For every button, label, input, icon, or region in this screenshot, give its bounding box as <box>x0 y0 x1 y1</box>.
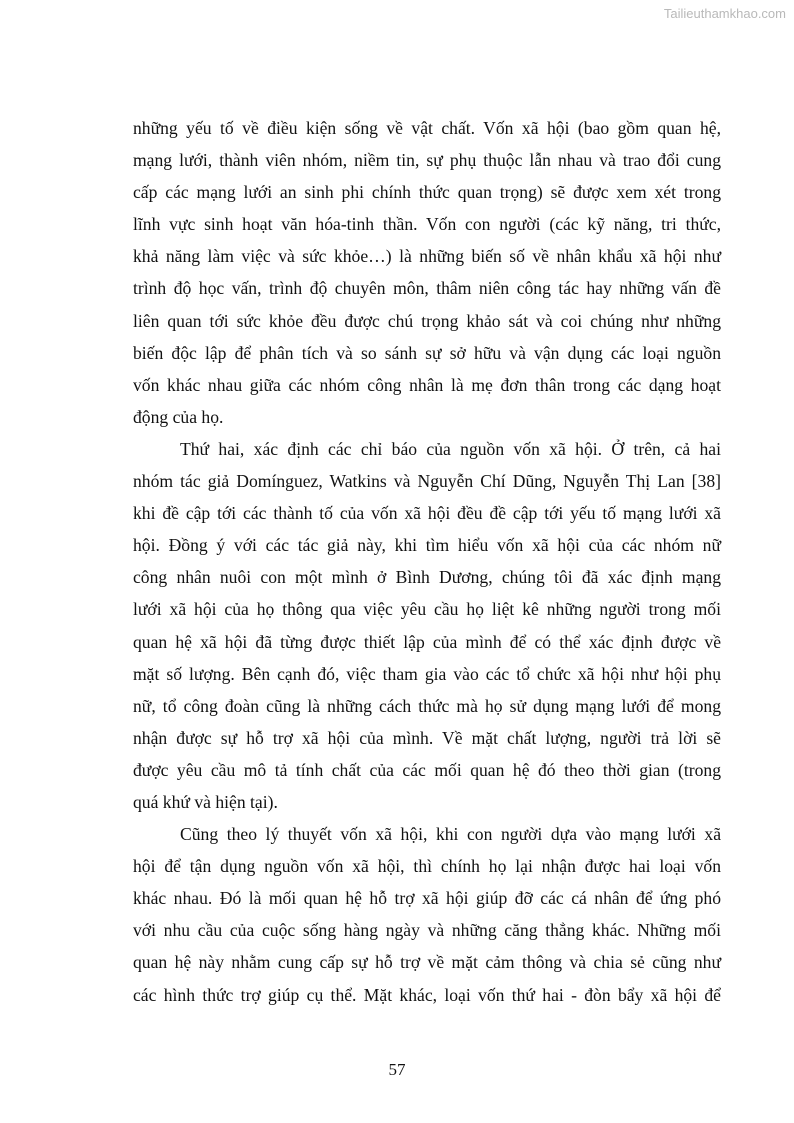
text-line: động của họ. <box>133 406 224 427</box>
text-line: cấp các mạng lưới an sinh phi chính thức quan trọng) sẽ được xem xét trong <box>133 182 721 203</box>
text-line: khác nhau. Đó là mối quan hệ hỗ trợ xã hội giúp đỡ các cá nhân để ứng phó <box>133 888 721 909</box>
document-body <box>133 112 721 1011</box>
text-line: quan hệ này nhằm cung cấp sự hỗ trợ về mặt cảm thông và chia sẻ cũng như <box>133 952 721 973</box>
text-line: biến độc lập để phân tích và so sánh sự sở hữu và vận dụng các loại nguồn <box>133 342 721 363</box>
text-line: lưới xã hội của họ thông qua việc yêu cầu họ liệt kê những người trong mối <box>133 599 721 620</box>
text-line: nhóm tác giả Domínguez, Watkins và Nguyễn Chí Dũng, Nguyễn Thị Lan [38] <box>133 471 721 492</box>
watermark-text: Tailieuthamkhao.com <box>663 6 786 21</box>
text-line: mặt số lượng. Bên cạnh đó, việc tham gia vào các tổ chức xã hội như hội phụ <box>133 663 721 684</box>
text-line: công nhân nuôi con một mình ở Bình Dương, chúng tôi đã xác định mạng <box>133 567 721 588</box>
text-line: khả năng làm việc và sức khỏe…) là những biến số về nhân khẩu xã hội như <box>133 246 721 267</box>
text-line: khi đề cập tới các thành tố của vốn xã hội đều đề cập tới yếu tố mạng lưới xã <box>133 503 721 524</box>
text-line: Cũng theo lý thuyết vốn xã hội, khi con người dựa vào mạng lưới xã <box>180 824 721 845</box>
text-line: được yêu cầu mô tả tính chất của các mối quan hệ đó theo thời gian (trong <box>133 759 721 780</box>
page-number: 57 <box>388 1060 406 1079</box>
text-line: với nhu cầu của cuộc sống hàng ngày và những căng thẳng khác. Những mối <box>133 920 721 941</box>
paragraph-1 <box>133 112 721 433</box>
text-line: vốn khác nhau giữa các nhóm công nhân là mẹ đơn thân trong các dạng hoạt <box>133 374 721 395</box>
paragraph-3 <box>133 818 721 1011</box>
text-line: hội để tận dụng nguồn vốn xã hội, thì chính họ lại nhận được hai loại vốn <box>133 856 721 877</box>
text-line: lĩnh vực sinh hoạt văn hóa-tinh thần. Vốn con người (các kỹ năng, tri thức, <box>133 214 721 235</box>
text-line: nhận được sự hỗ trợ xã hội của mình. Về mặt chất lượng, người trả lời sẽ <box>133 727 721 748</box>
text-line: quá khứ và hiện tại). <box>133 791 278 812</box>
text-line: trình độ học vấn, trình độ chuyên môn, thâm niên công tác hay những vấn đề <box>133 278 721 299</box>
text-line: hội. Đồng ý với các tác giả này, khi tìm hiểu vốn xã hội của các nhóm nữ <box>133 535 721 556</box>
text-line: nữ, tổ công đoàn cũng là những cách thức mà họ sử dụng mạng lưới để mong <box>133 695 721 716</box>
text-line: Thứ hai, xác định các chỉ báo của nguồn vốn xã hội. Ở trên, cả hai <box>180 438 721 459</box>
text-line: mạng lưới, thành viên nhóm, niềm tin, sự phụ thuộc lẫn nhau và trao đổi cung <box>133 150 721 171</box>
text-line: quan hệ xã hội đã từng được thiết lập của mình để có thể xác định được về <box>133 631 721 652</box>
text-line: những yếu tố về điều kiện sống về vật chất. Vốn xã hội (bao gồm quan hệ, <box>133 118 721 138</box>
text-line: các hình thức trợ giúp cụ thể. Mặt khác, loại vốn thứ hai - đòn bẩy xã hội để <box>133 984 721 1005</box>
text-line: liên quan tới sức khỏe đều được chú trọng khảo sát và coi chúng như những <box>133 310 721 331</box>
paragraph-2 <box>133 433 721 818</box>
